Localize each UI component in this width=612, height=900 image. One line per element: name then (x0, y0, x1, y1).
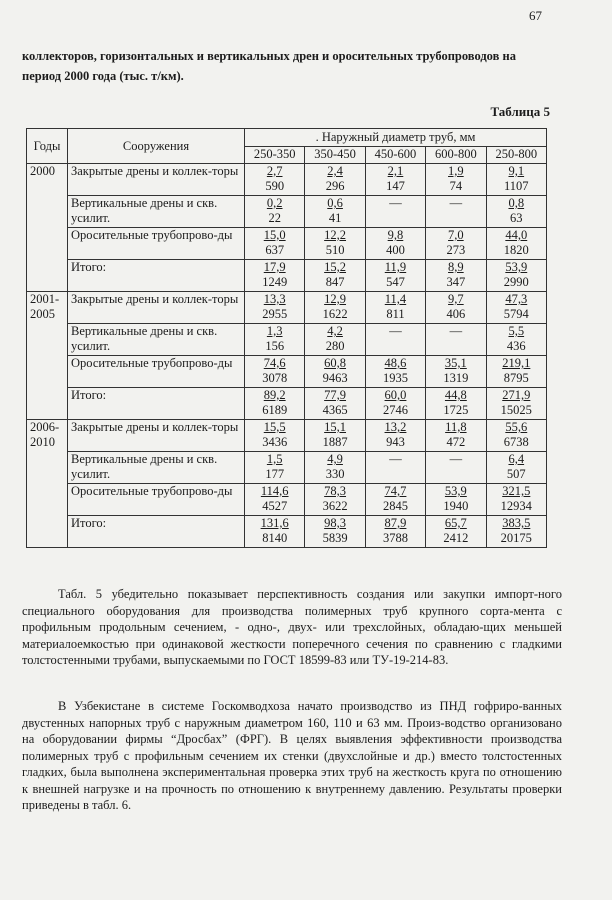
value-upper: 15,0 (263, 228, 286, 242)
value-upper: 6,4 (508, 452, 525, 466)
value-cell (245, 196, 305, 228)
year-cell: 2001-2005 (27, 292, 68, 420)
value-lower: 8140 (262, 530, 288, 545)
value-upper: 12,9 (324, 292, 347, 306)
value-lower: 400 (386, 242, 405, 257)
value-upper: 271,9 (502, 388, 531, 402)
value-cell (426, 324, 486, 356)
table-body (27, 164, 547, 548)
value-cell (486, 356, 546, 388)
value-upper: 35,1 (444, 356, 467, 370)
value-upper: 12,2 (324, 228, 347, 242)
value-upper: 131,6 (260, 516, 289, 530)
value-lower: 273 (446, 242, 466, 257)
value-cell (245, 164, 305, 196)
value-cell (305, 324, 365, 356)
value-cell (486, 164, 546, 196)
value-upper: 114,6 (260, 484, 289, 498)
value-upper: 8,9 (448, 260, 464, 274)
value-cell (305, 420, 365, 452)
value-lower: 4365 (322, 402, 348, 417)
value-upper: 0,8 (508, 196, 525, 210)
table-row (27, 196, 547, 228)
value-upper: — (389, 324, 402, 338)
value-upper: 77,9 (324, 388, 347, 402)
structure-cell: Оросительные трубопрово-ды (68, 356, 245, 388)
value-upper: 383,5 (502, 516, 531, 530)
value-cell (365, 484, 425, 516)
intro-text: коллекторов, горизонтальных и вертикальных дрен и оросительных трубопроводов на период 2000 года (тыс. т/км). (22, 49, 516, 83)
value-lower: 1725 (443, 402, 469, 417)
value-cell (365, 516, 425, 548)
table-row (27, 228, 547, 260)
year-cell: 2000 (27, 164, 68, 292)
value-lower: 3788 (382, 530, 408, 545)
value-cell (426, 196, 486, 228)
value-cell (365, 356, 425, 388)
value-lower: 1107 (504, 178, 529, 193)
value-upper: 89,2 (263, 388, 286, 402)
value-lower: 5839 (322, 530, 348, 545)
value-lower: 9463 (322, 370, 348, 385)
table-row (27, 356, 547, 388)
value-lower: 330 (325, 466, 345, 481)
value-upper: — (449, 452, 463, 466)
value-upper: 47,3 (505, 292, 528, 306)
value-upper: 13,3 (263, 292, 286, 306)
value-cell (365, 324, 425, 356)
value-lower: 436 (506, 338, 526, 353)
value-cell (426, 420, 486, 452)
value-cell (426, 516, 486, 548)
value-cell (305, 260, 365, 292)
value-upper: 44,8 (444, 388, 467, 402)
table-row (27, 420, 547, 452)
paragraph-2: В Узбекистане в системе Госкомводхоза начато производство из ПНД гофриро-ванных двустенных напорных труб с наружным диаметром 160, 110 и 63 мм. Произ-водство организовано на оборудовании фирмы “Дросбах” (ФРГ). В целях выявления эффективности производства полимерных труб с профильным сечением их стенки (двухслойные и др.) вместо толстостенных гладких, была выполнена экспериментальная проверка этих труб на жесткость круга по отношению к внешней нагрузке и на прочность по отношению к внутреннему давлению. Результаты проверки приведены в табл. 6. (22, 699, 562, 812)
value-cell (245, 228, 305, 260)
value-lower: 147 (386, 178, 405, 193)
value-cell (486, 484, 546, 516)
header-structures: Сооружения (68, 129, 245, 164)
structure-cell: Итого: (68, 516, 245, 548)
value-upper: 65,7 (444, 516, 467, 530)
table-row (27, 388, 547, 420)
diameter-column: 450-600 (365, 146, 425, 164)
value-lower: 20175 (500, 530, 532, 545)
value-cell (245, 452, 305, 484)
value-lower: 177 (265, 466, 285, 481)
value-cell (486, 260, 546, 292)
header-diameter: . Наружный диаметр труб, мм (245, 129, 547, 147)
value-upper: 74,7 (384, 484, 407, 498)
value-upper: — (449, 324, 463, 338)
value-cell (305, 516, 365, 548)
value-cell (245, 260, 305, 292)
value-lower: 1935 (382, 370, 408, 385)
paragraph-1: Табл. 5 убедительно показывает перспективность создания или закупки импорт-ного специального оборудования для производства полимерных труб крупного сорта-мента с профильным продольным сечением, - одно-, двух- или трехслойных, обладаю-щих меньшей материалоемкостью при одинаковой жесткости поперечного сечения по сравнению с гладкими толстостенными трубами, выпускаемыми по ГОСТ 18599-83 или ТУ-19-214-83. (22, 587, 562, 667)
structure-cell: Вертикальные дрены и скв. усилит. (68, 452, 245, 484)
value-cell (486, 324, 546, 356)
value-upper: — (389, 196, 402, 210)
value-cell (486, 228, 546, 260)
value-lower: 1940 (443, 498, 469, 513)
structure-cell: Итого: (68, 260, 245, 292)
value-cell (245, 356, 305, 388)
value-cell (426, 260, 486, 292)
value-lower: 811 (386, 306, 405, 321)
value-cell (245, 292, 305, 324)
value-upper: 53,9 (444, 484, 467, 498)
diameter-column: 250-800 (486, 146, 546, 164)
value-cell (245, 484, 305, 516)
value-upper: 13,2 (384, 420, 407, 434)
value-upper: 219,1 (502, 356, 531, 370)
value-cell (365, 164, 425, 196)
value-lower: 74 (449, 178, 463, 193)
value-lower: 63 (510, 210, 523, 225)
value-upper: 321,5 (502, 484, 531, 498)
header-years: Годы (27, 129, 68, 164)
value-lower: 347 (446, 274, 466, 289)
value-lower: 5794 (503, 306, 529, 321)
value-upper: 11,9 (384, 260, 407, 274)
value-cell (426, 292, 486, 324)
value-upper: 15,5 (263, 420, 286, 434)
value-lower: 2746 (382, 402, 408, 417)
structure-cell: Закрытые дрены и коллек-торы (68, 164, 245, 196)
value-lower: 943 (386, 434, 405, 449)
value-cell (365, 196, 425, 228)
value-upper: 2,1 (387, 164, 404, 178)
value-upper: 17,9 (263, 260, 286, 274)
value-cell (245, 420, 305, 452)
value-lower: 12934 (500, 498, 532, 513)
table-row (27, 260, 547, 292)
structure-cell: Оросительные трубопрово-ды (68, 484, 245, 516)
value-lower: 406 (446, 306, 466, 321)
value-lower: 6189 (262, 402, 288, 417)
value-cell (365, 420, 425, 452)
value-cell (426, 164, 486, 196)
value-lower: 4527 (262, 498, 288, 513)
value-upper: 1,3 (266, 324, 283, 338)
value-lower: 2412 (443, 530, 469, 545)
value-lower: 507 (506, 466, 526, 481)
value-upper: 44,0 (505, 228, 528, 242)
value-upper: 11,8 (445, 420, 467, 434)
value-lower: 590 (265, 178, 285, 193)
page-number: 67 (529, 8, 542, 23)
value-upper: — (389, 452, 402, 466)
value-cell (305, 388, 365, 420)
year-cell: 2006-2010 (27, 420, 68, 548)
value-cell (245, 324, 305, 356)
value-cell (486, 452, 546, 484)
value-upper: 2,7 (266, 164, 283, 178)
value-cell (365, 260, 425, 292)
value-cell (365, 452, 425, 484)
value-upper: 7,0 (448, 228, 464, 242)
value-cell (305, 356, 365, 388)
value-cell (486, 420, 546, 452)
value-cell (305, 228, 365, 260)
value-lower: 296 (325, 178, 345, 193)
value-upper: 74,6 (263, 356, 286, 370)
value-upper: 9,7 (448, 292, 464, 306)
value-upper: 1,9 (448, 164, 464, 178)
table-row (27, 164, 547, 196)
structure-cell: Оросительные трубопрово-ды (68, 228, 245, 260)
value-upper: 55,6 (505, 420, 528, 434)
value-cell (305, 196, 365, 228)
structure-cell: Итого: (68, 388, 245, 420)
value-upper: 87,9 (384, 516, 407, 530)
value-upper: 11,4 (384, 292, 407, 306)
structure-cell: Вертикальные дрены и скв. усилит. (68, 196, 245, 228)
value-lower: 1887 (322, 434, 348, 449)
value-lower: 847 (325, 274, 345, 289)
value-cell (426, 452, 486, 484)
diameter-column: 350-450 (305, 146, 365, 164)
value-upper: 48,6 (384, 356, 407, 370)
table-row (27, 484, 547, 516)
diameter-column: 250-350 (245, 146, 305, 164)
value-lower: 510 (325, 242, 345, 257)
value-lower: 637 (265, 242, 285, 257)
value-cell (486, 292, 546, 324)
structure-cell: Вертикальные дрены и скв. усилит. (68, 324, 245, 356)
value-upper: 2,4 (327, 164, 343, 178)
value-upper: 9,1 (508, 164, 525, 178)
value-lower: 41 (328, 210, 342, 225)
data-table (26, 128, 547, 548)
value-upper: 53,9 (505, 260, 528, 274)
value-cell (426, 356, 486, 388)
table-row (27, 324, 547, 356)
value-lower: 15025 (500, 402, 532, 417)
value-lower: 3078 (262, 370, 288, 385)
value-cell (365, 388, 425, 420)
value-cell (365, 292, 425, 324)
value-lower: 280 (325, 338, 345, 353)
value-cell (426, 228, 486, 260)
value-upper: 5,5 (508, 324, 525, 338)
value-lower: 6738 (503, 434, 529, 449)
value-lower: 3622 (322, 498, 348, 513)
table-caption: Таблица 5 (490, 104, 550, 119)
value-lower: 547 (386, 274, 405, 289)
value-upper: 98,3 (324, 516, 347, 530)
value-upper: 0,6 (327, 196, 343, 210)
value-lower: 2955 (262, 306, 288, 321)
value-lower: 1249 (262, 274, 288, 289)
value-upper: 4,2 (327, 324, 343, 338)
value-lower: 3436 (262, 434, 288, 449)
value-upper: 9,8 (387, 228, 404, 242)
diameter-column: 600-800 (426, 146, 486, 164)
value-upper: 15,1 (324, 420, 347, 434)
value-cell (305, 164, 365, 196)
value-cell (486, 196, 546, 228)
value-upper: 60,8 (324, 356, 347, 370)
value-lower: 2845 (382, 498, 408, 513)
value-lower: 2990 (503, 274, 529, 289)
value-lower: 156 (265, 338, 285, 353)
value-cell (426, 484, 486, 516)
value-upper: 0,2 (266, 196, 283, 210)
value-lower: 1820 (503, 242, 529, 257)
table-row (27, 516, 547, 548)
value-lower: 1622 (322, 306, 348, 321)
value-cell (486, 516, 546, 548)
value-lower: 1319 (443, 370, 469, 385)
table-row (27, 292, 547, 324)
value-upper: 15,2 (324, 260, 347, 274)
value-cell (245, 388, 305, 420)
value-cell (245, 516, 305, 548)
value-upper: 1,5 (266, 452, 283, 466)
value-upper: 78,3 (324, 484, 347, 498)
value-cell (305, 452, 365, 484)
value-upper: — (449, 196, 463, 210)
structure-cell: Закрытые дрены и коллек-торы (68, 292, 245, 324)
value-lower: 8795 (503, 370, 529, 385)
value-lower: 22 (268, 210, 281, 225)
value-cell (365, 228, 425, 260)
structure-cell: Закрытые дрены и коллек-торы (68, 420, 245, 452)
value-cell (305, 292, 365, 324)
value-upper: 60,0 (384, 388, 407, 402)
value-upper: 4,9 (327, 452, 343, 466)
value-cell (486, 388, 546, 420)
value-cell (426, 388, 486, 420)
value-cell (305, 484, 365, 516)
value-lower: 472 (446, 434, 466, 449)
table-row (27, 452, 547, 484)
